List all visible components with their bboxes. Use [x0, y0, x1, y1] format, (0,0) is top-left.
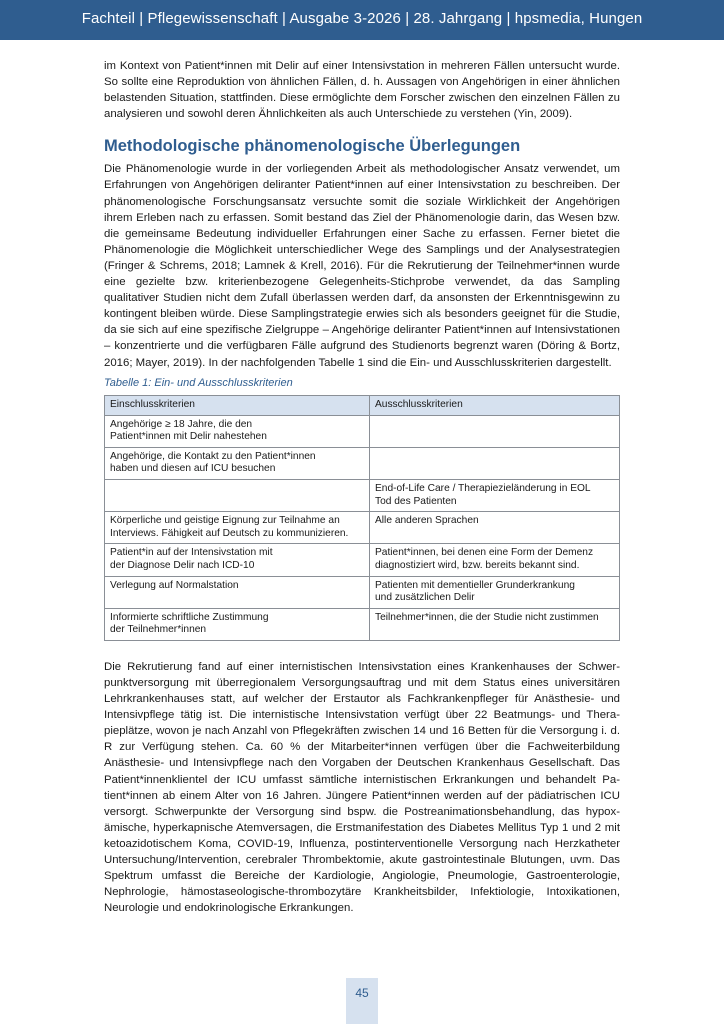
inclusion-cell: Verlegung auf Normalstation [105, 576, 370, 608]
journal-header-text: Fachteil | Pflegewissenschaft | Ausgabe 3-2026 | 28. Jahrgang | hpsmedia, Hungen [81, 10, 643, 27]
inclusion-cell [105, 479, 370, 511]
table-row [105, 608, 620, 640]
table-row [105, 544, 620, 576]
section-paragraph: Die Phänomenologie wurde in der vorliegenden Arbeit als methodologischer Ansatz verwendet, um Erfahrungen von Angehörigen deliranter Patient*innen auf einer Intensivstation zu beschreiben. Der phänomenologische Forschungsansatz versuchte somit die soziale Wirklichkeit der Angehörigen ihrem Erleben nach zu erfassen. Somit bestand das Ziel der Phänomenologie darin, das Wesen bzw. die gemeinsame Bedeutung individueller Erfahrungen einer Sache zu erfassen. Ferner bietet die Phänomenologie die Möglichkeit unterschiedlicher Wege des Samplings und der Analysestrategien (Fringer & Schrems, 2018; Lamnek & Krell, 2016). Für die Rekrutierung der Teilnehmer*innen wurde eine gezielte bzw. kriterienbezogene Gelegenheits-Stichprobe verwendet, da das Sampling qualitativer Studien nicht dem Zufall überlassen werden darf, da ansonsten der Erkenntnisgewinn zu kontingent bleiben würde. Diese Samplingstrategie erwies sich als besonders geeignet für die Studie, da sie sich auf eine spezifische Zielgruppe – Angehörige deliranter Patient*innen auf Intensivstationen – konzentrierte und die verfügbaren Fälle aufgrund des Studienorts begrenzt waren (Döring & Bortz, 2016; Mayer, 2019). In der nachfolgenden Tabelle 1 sind die Ein- und Ausschlusskriterien dargestellt. [104, 163, 620, 369]
table-row [105, 415, 620, 447]
exclusion-cell: Patient*innen, bei denen eine Form der Demenz diagnostiziert wird, bzw. bereits bekannt sind. [370, 544, 620, 576]
article-content [104, 58, 620, 916]
table-row [105, 512, 620, 544]
criteria-table [104, 395, 620, 641]
table-spacer [104, 641, 620, 659]
table-row [105, 576, 620, 608]
exclusion-cell: Patienten mit dementieller Grunderkrankung und zusätzlichen Delir [370, 576, 620, 608]
exclusion-cell: Alle anderen Sprachen [370, 512, 620, 544]
page-number-tab [346, 978, 378, 1024]
table-row [105, 479, 620, 511]
inclusion-cell: Körperliche und geistige Eignung zur Teilnahme an Interviews. Fähigkeit auf Deutsch zu kommunizieren. [105, 512, 370, 544]
exclusion-cell [370, 447, 620, 479]
table-row [105, 447, 620, 479]
criteria-table-body [105, 415, 620, 640]
table-header-row [105, 395, 620, 415]
inclusion-cell: Angehörige, die Kontakt zu den Patient*innen haben und diesen auf ICU besuchen [105, 447, 370, 479]
exclusion-cell: End-of-Life Care / Therapiezieländerung in EOL Tod des Patienten [370, 479, 620, 511]
recruitment-paragraph: Die Rekrutierung fand auf einer internistischen Intensivstation eines Krankenhauses der Schwerpunktversorgung mit überregionalem Versorgungsauftrag und mit dem Status eines universitären Lehrkrankenhauses statt, auf welcher der Erstautor als Fachkrankenpfleger für Anästhesie- und Intensivpflege tätig ist. Die internistische Intensivstation verfügt über 22 Beatmungs- und Therapieplätze, wovon je nach Anzahl von Pflegekräften zwischen 14 und 16 Betten für die Versorgung i. d. R zur Verfügung stehen. Ca. 60 % der Mitarbeiter*innen verfügen über die Fachweiterbildung Anästhesie- und Intensivpflege nach den Vorgaben der Deutschen Krankenhaus Gesellschaft. Das Patient*innenklientel der ICU umfasst sämtliche internistischen Erkrankungen und behandelt Patient*innen ab einem Alter von 16 Jahren. Jüngere Patient*innen werden auf der pädiatrischen ICU versorgt. Schwerpunkte der Versorgung sind bspw. die Postreanimationsbehandlung, das hypoxämische, hyperkapnische Atemversagen, die Erstmanifestation des Diabetes Mellitus Typ 1 und 2 mit ketoazidotischem Koma, COVID-19, Influenza, postinterventionelle Versorgung nach Herzkatheter Untersuchung/Intervention, cerebraler Thrombektomie, akute gastrointestinale Blutungen, uvm. Das Spektrum umfasst die Bereiche der Kardiologie, Angiologie, Pneumologie, Gastroenterologie, Nephrologie, hämostaseologische-thrombozytäre Krankheitsbilder, Infektiologie, Intoxikationen, Neurologie und endokrinologische Erkrankungen. [104, 660, 620, 915]
inclusion-cell: Patient*in auf der Intensivstation mit der Diagnose Delir nach ICD-10 [105, 544, 370, 576]
exclusion-cell [370, 415, 620, 447]
intro-paragraph: im Kontext von Patient*innen mit Delir auf einer Intensivstation in mehreren Fällen untersucht wurde. So sollte eine Reproduktion von ähnlichen Fällen, d. h. Aussagen von Angehörigen in einer ähnlichen belastenden Situation, stattfinden. Diese ermöglichte dem Forscher zwischen den einzelnen Fällen zu analysieren und sowohl deren Ähnlichkeiten als auch Unterschiede zu verstehen (Yin, 2009). [104, 60, 620, 121]
inclusion-header: Einschlusskriterien [105, 395, 370, 415]
section-heading: Methodologische phänomenologische Überlegungen [104, 137, 521, 156]
exclusion-header: Ausschlusskriterien [370, 395, 620, 415]
exclusion-cell: Teilnehmer*innen, die der Studie nicht zustimmen [370, 608, 620, 640]
inclusion-cell: Angehörige ≥ 18 Jahre, die den Patient*innen mit Delir nahestehen [105, 415, 370, 447]
inclusion-cell: Informierte schriftliche Zustimmung der Teilnehmer*innen [105, 608, 370, 640]
journal-header-bar [0, 0, 724, 40]
page-number: 45 [355, 986, 369, 1000]
table-caption: Tabelle 1: Ein- und Ausschlusskriterien [104, 376, 293, 389]
